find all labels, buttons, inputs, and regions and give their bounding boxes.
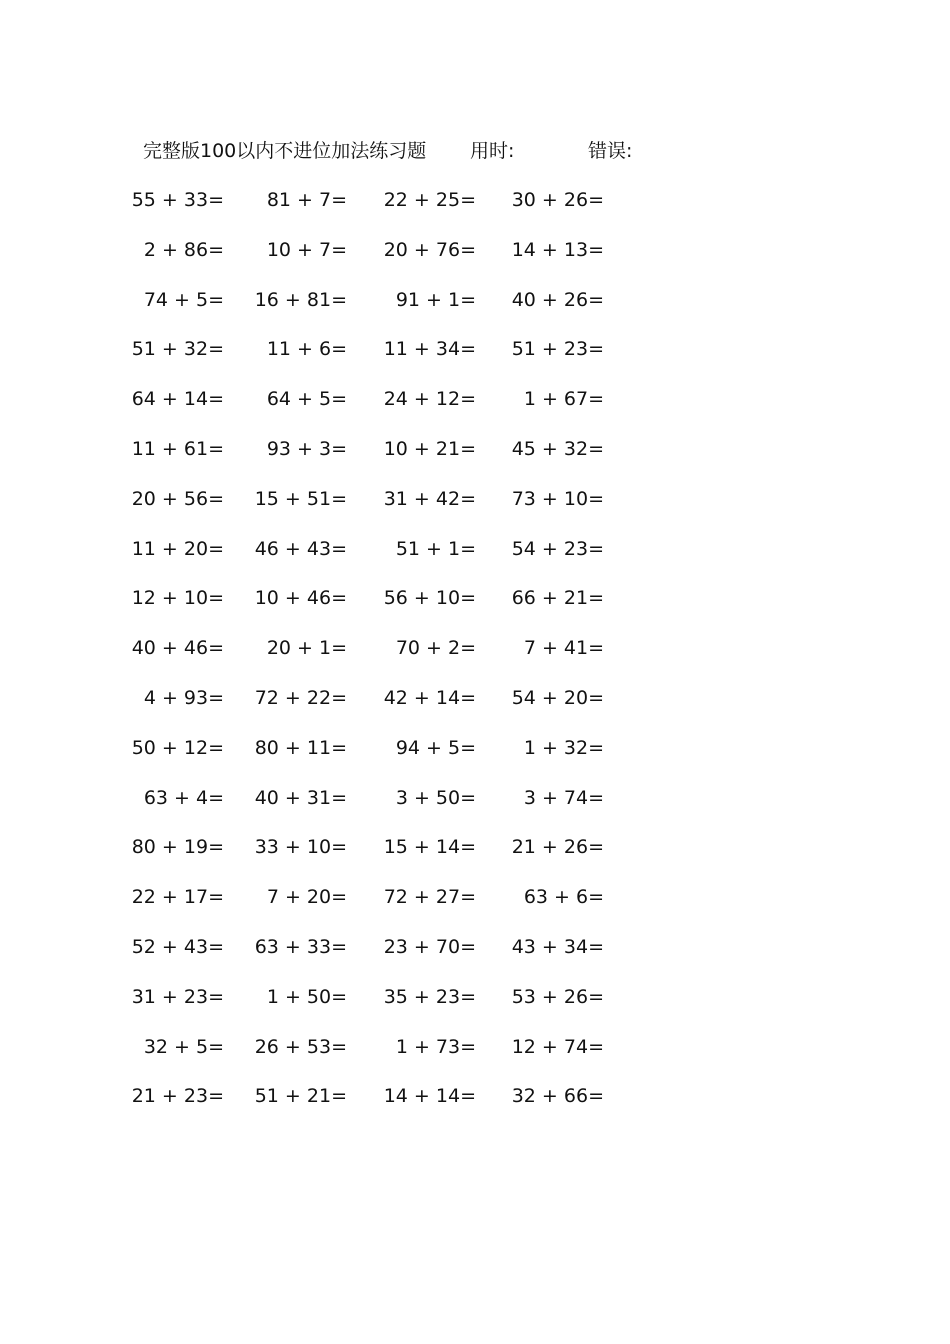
problem-cell: 91 + 1= xyxy=(395,288,476,311)
problem-cell: 4 + 93= xyxy=(143,686,224,709)
problem-cell: 1 + 67= xyxy=(523,388,604,411)
problem-cell: 40 + 26= xyxy=(511,288,604,311)
problem-cell: 46 + 43= xyxy=(254,537,347,560)
problem-cell: 64 + 5= xyxy=(266,388,347,411)
problem-cell: 10 + 21= xyxy=(383,437,476,460)
problem-cell: 20 + 1= xyxy=(266,637,347,660)
problem-row xyxy=(0,833,950,883)
problem-cell: 14 + 13= xyxy=(511,238,604,261)
problem-cell: 94 + 5= xyxy=(395,736,476,759)
problem-cell: 20 + 56= xyxy=(131,487,224,510)
worksheet-title: 完整版100以内不进位加法练习题 xyxy=(143,140,427,162)
problem-cell: 80 + 11= xyxy=(254,736,347,759)
problem-cell: 30 + 26= xyxy=(511,189,604,211)
problem-cell: 63 + 33= xyxy=(254,935,347,958)
problem-row xyxy=(0,485,950,535)
problem-cell: 72 + 22= xyxy=(254,686,347,709)
problem-row xyxy=(0,983,950,1033)
problem-row xyxy=(0,385,950,435)
problem-cell: 7 + 20= xyxy=(266,886,347,909)
problem-row xyxy=(0,883,950,933)
problem-cell: 21 + 26= xyxy=(511,836,604,859)
problem-cell: 22 + 17= xyxy=(131,886,224,909)
problem-cell: 51 + 21= xyxy=(254,1085,347,1108)
problem-cell: 7 + 41= xyxy=(523,637,604,660)
problem-cell: 42 + 14= xyxy=(383,686,476,709)
problem-cell: 26 + 53= xyxy=(254,1035,347,1058)
problem-cell: 14 + 14= xyxy=(383,1085,476,1108)
problem-cell: 32 + 66= xyxy=(511,1085,604,1108)
problem-row xyxy=(0,933,950,983)
problem-cell: 1 + 32= xyxy=(523,736,604,759)
problem-cell: 12 + 10= xyxy=(131,587,224,610)
problem-cell: 80 + 19= xyxy=(131,836,224,859)
problem-cell: 52 + 43= xyxy=(131,935,224,958)
problem-cell: 3 + 74= xyxy=(523,786,604,809)
problem-cell: 72 + 27= xyxy=(383,886,476,909)
problem-cell: 12 + 74= xyxy=(511,1035,604,1058)
problem-cell: 53 + 26= xyxy=(511,985,604,1008)
problem-cell: 64 + 14= xyxy=(131,388,224,411)
problem-row xyxy=(0,584,950,634)
problem-cell: 40 + 46= xyxy=(131,637,224,660)
problem-cell: 10 + 46= xyxy=(254,587,347,610)
problem-cell: 63 + 4= xyxy=(143,786,224,809)
problem-row xyxy=(0,734,950,784)
problem-cell: 32 + 5= xyxy=(143,1035,224,1058)
problem-row xyxy=(0,1082,950,1132)
problem-cell: 22 + 25= xyxy=(383,189,476,211)
problem-cell: 15 + 51= xyxy=(254,487,347,510)
problem-cell: 31 + 42= xyxy=(383,487,476,510)
problem-row xyxy=(0,435,950,485)
problem-cell: 11 + 34= xyxy=(383,338,476,361)
problem-cell: 51 + 32= xyxy=(131,338,224,361)
problem-cell: 93 + 3= xyxy=(266,437,347,460)
problem-cell: 66 + 21= xyxy=(511,587,604,610)
problem-cell: 56 + 10= xyxy=(383,587,476,610)
problem-cell: 54 + 20= xyxy=(511,686,604,709)
problem-cell: 55 + 33= xyxy=(131,189,224,211)
problem-cell: 11 + 61= xyxy=(131,437,224,460)
problem-cell: 16 + 81= xyxy=(254,288,347,311)
time-label: 用时: xyxy=(470,140,515,162)
problem-cell: 35 + 23= xyxy=(383,985,476,1008)
problem-cell: 1 + 73= xyxy=(395,1035,476,1058)
problem-row xyxy=(0,784,950,834)
problem-cell: 21 + 23= xyxy=(131,1085,224,1108)
problem-cell: 74 + 5= xyxy=(143,288,224,311)
problem-cell: 11 + 20= xyxy=(131,537,224,560)
problem-row xyxy=(0,335,950,385)
problem-cell: 73 + 10= xyxy=(511,487,604,510)
problem-cell: 3 + 50= xyxy=(395,786,476,809)
problem-cell: 23 + 70= xyxy=(383,935,476,958)
problem-row xyxy=(0,634,950,684)
problem-cell: 20 + 76= xyxy=(383,238,476,261)
problem-row xyxy=(0,684,950,734)
problem-cell: 24 + 12= xyxy=(383,388,476,411)
problem-cell: 11 + 6= xyxy=(266,338,347,361)
problem-cell: 70 + 2= xyxy=(395,637,476,660)
problem-cell: 1 + 50= xyxy=(266,985,347,1008)
problem-row xyxy=(0,236,950,286)
problem-cell: 63 + 6= xyxy=(523,886,604,909)
errors-label: 错误: xyxy=(588,140,633,162)
problem-cell: 45 + 32= xyxy=(511,437,604,460)
problem-row xyxy=(0,1033,950,1083)
problem-cell: 81 + 7= xyxy=(266,189,347,211)
problem-cell: 51 + 23= xyxy=(511,338,604,361)
worksheet-header xyxy=(0,136,950,166)
problem-cell: 54 + 23= xyxy=(511,537,604,560)
problem-row xyxy=(0,535,950,585)
problem-grid xyxy=(0,186,950,1132)
problem-cell: 40 + 31= xyxy=(254,786,347,809)
problem-cell: 33 + 10= xyxy=(254,836,347,859)
problem-row xyxy=(0,186,950,236)
problem-cell: 2 + 86= xyxy=(143,238,224,261)
problem-row xyxy=(0,286,950,336)
problem-cell: 51 + 1= xyxy=(395,537,476,560)
problem-cell: 15 + 14= xyxy=(383,836,476,859)
problem-cell: 31 + 23= xyxy=(131,985,224,1008)
problem-cell: 43 + 34= xyxy=(511,935,604,958)
problem-cell: 10 + 7= xyxy=(266,238,347,261)
problem-cell: 50 + 12= xyxy=(131,736,224,759)
